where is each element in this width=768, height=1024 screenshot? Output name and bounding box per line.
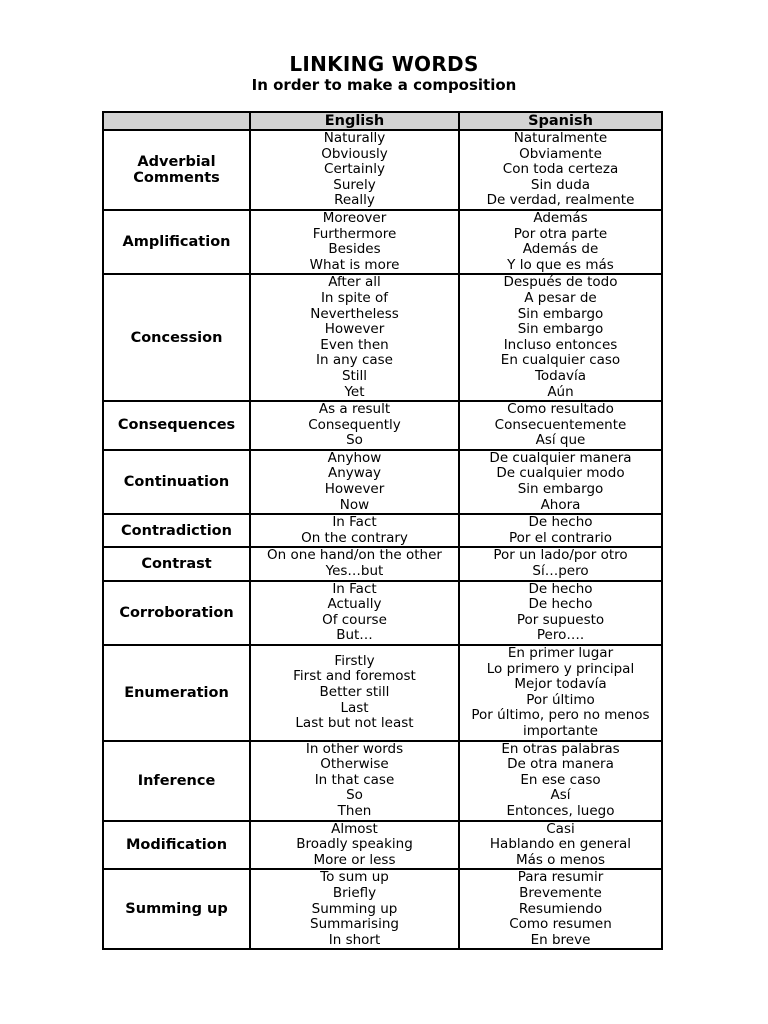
- spanish-word: Entonces, luego: [506, 802, 615, 819]
- linking-words-table: [102, 111, 663, 950]
- spanish-word: Obviamente: [519, 145, 602, 162]
- english-word: In Fact: [332, 514, 377, 531]
- header-spanish: Spanish: [459, 112, 662, 130]
- english-word: So: [346, 787, 363, 804]
- english-word: Even then: [320, 336, 389, 353]
- header-english: English: [250, 112, 459, 130]
- spanish-cell: [459, 514, 662, 547]
- category-cell: [103, 547, 250, 580]
- english-word: In other words: [305, 740, 404, 757]
- table-row: [103, 547, 662, 580]
- english-word: Besides: [328, 241, 381, 258]
- spanish-word: Mejor todavía: [514, 676, 607, 693]
- spanish-cell: [459, 401, 662, 450]
- spanish-word: Así que: [535, 432, 586, 449]
- spanish-word: Pero….: [536, 627, 585, 644]
- spanish-word: Además: [533, 209, 588, 226]
- category-label: Comments: [133, 169, 220, 186]
- spanish-word: De otra manera: [507, 756, 614, 773]
- category-label: Modification: [125, 836, 228, 853]
- table-row: [103, 210, 662, 274]
- category-label: Corroboration: [119, 604, 234, 621]
- english-word: Yes…but: [325, 563, 384, 580]
- spanish-cell: [459, 210, 662, 274]
- english-word: As a result: [318, 401, 391, 418]
- english-word: Last: [340, 699, 369, 716]
- english-word: Certainly: [324, 161, 385, 178]
- spanish-word: De cualquier modo: [496, 465, 625, 482]
- category-cell: [103, 741, 250, 821]
- english-cell: [250, 210, 459, 274]
- spanish-word: Sin embargo: [517, 481, 604, 498]
- table-row: [103, 645, 662, 741]
- english-word: Firstly: [334, 652, 375, 669]
- spanish-word: Brevemente: [519, 884, 602, 901]
- english-word: In Fact: [332, 580, 377, 597]
- english-word: Better still: [319, 683, 390, 700]
- category-cell: [103, 401, 250, 450]
- spanish-cell: [459, 645, 662, 741]
- category-cell: [103, 821, 250, 870]
- english-word: After all: [328, 274, 381, 291]
- english-word: Then: [337, 802, 372, 819]
- category-label: Enumeration: [124, 684, 229, 701]
- category-cell: [103, 274, 250, 401]
- english-word: Almost: [331, 820, 378, 837]
- spanish-cell: [459, 821, 662, 870]
- english-word: In spite of: [320, 289, 389, 306]
- category-label: Adverbial: [137, 153, 216, 170]
- english-cell: [250, 869, 459, 949]
- english-word: Surely: [333, 176, 376, 193]
- english-word: Obviously: [321, 145, 388, 162]
- english-word: Now: [339, 496, 370, 513]
- english-word: Briefly: [332, 884, 377, 901]
- table-body: [103, 130, 662, 949]
- spanish-word: Naturalmente: [513, 130, 608, 146]
- header-row: [103, 112, 662, 130]
- spanish-word: Sí…pero: [532, 563, 589, 580]
- table-row: [103, 741, 662, 821]
- spanish-word: Con toda certeza: [502, 161, 619, 178]
- english-cell: [250, 645, 459, 741]
- english-cell: [250, 274, 459, 401]
- spanish-word: En breve: [530, 931, 591, 948]
- table-row: [103, 514, 662, 547]
- spanish-word: Además de: [522, 241, 599, 258]
- spanish-word: Después de todo: [503, 274, 618, 291]
- english-word: Consequently: [308, 416, 401, 433]
- category-label: Amplification: [122, 234, 231, 251]
- english-word: Last but not least: [295, 715, 414, 732]
- category-cell: [103, 450, 250, 514]
- spanish-word: A pesar de: [524, 289, 597, 306]
- spanish-cell: [459, 547, 662, 580]
- english-cell: [250, 581, 459, 645]
- category-label: Concession: [130, 329, 223, 346]
- category-label: Contrast: [141, 556, 212, 573]
- spanish-word: De hecho: [528, 514, 593, 531]
- english-word: However: [324, 481, 385, 498]
- english-word: So: [346, 432, 363, 449]
- table-row: [103, 450, 662, 514]
- spanish-word: Resumiendo: [518, 900, 603, 917]
- category-label: Summing up: [125, 901, 228, 918]
- table-row: [103, 581, 662, 645]
- spanish-word: Para resumir: [517, 869, 604, 886]
- category-label: Continuation: [123, 474, 230, 491]
- english-word: Anyhow: [327, 449, 382, 466]
- page-title: LINKING WORDS: [289, 52, 479, 76]
- spanish-word: En primer lugar: [507, 645, 614, 661]
- english-word: What is more: [309, 256, 400, 273]
- spanish-word: Por último, pero no menos importante: [471, 707, 650, 739]
- spanish-word: En ese caso: [520, 771, 601, 788]
- category-label: Contradiction: [121, 522, 232, 539]
- english-cell: [250, 514, 459, 547]
- spanish-word: En cualquier caso: [500, 352, 621, 369]
- table-row: [103, 274, 662, 401]
- english-word: On the contrary: [301, 529, 408, 546]
- english-word: Summarising: [310, 916, 399, 933]
- category-cell: [103, 581, 250, 645]
- spanish-word: Sin duda: [530, 176, 591, 193]
- category-cell: [103, 869, 250, 949]
- header-category: [103, 112, 250, 130]
- english-word: Really: [334, 192, 375, 209]
- spanish-word: Como resumen: [509, 916, 612, 933]
- english-word: Furthermore: [312, 225, 397, 242]
- english-cell: [250, 450, 459, 514]
- english-word: Moreover: [322, 209, 387, 226]
- english-word: First and foremost: [293, 668, 416, 685]
- category-cell: [103, 210, 250, 274]
- english-word: On one hand/on the other: [267, 547, 442, 564]
- spanish-word: De hecho: [528, 580, 593, 597]
- table-row: [103, 401, 662, 450]
- spanish-cell: [459, 869, 662, 949]
- table-row: [103, 130, 662, 210]
- spanish-word: De cualquier manera: [489, 449, 632, 466]
- spanish-word: Incluso entonces: [503, 336, 618, 353]
- english-cell: [250, 401, 459, 450]
- spanish-word: Más o menos: [515, 851, 606, 868]
- spanish-cell: [459, 741, 662, 821]
- english-word: But…: [336, 627, 373, 644]
- page-subtitle: In order to make a composition: [251, 76, 517, 94]
- spanish-word: Por otra parte: [513, 225, 608, 242]
- spanish-word: Casi: [546, 820, 575, 837]
- english-word: In that case: [314, 771, 395, 788]
- english-word: In short: [328, 931, 381, 948]
- english-cell: [250, 130, 459, 210]
- spanish-word: Ahora: [540, 496, 581, 513]
- category-cell: [103, 514, 250, 547]
- english-word: Anyway: [327, 465, 382, 482]
- spanish-cell: [459, 450, 662, 514]
- spanish-word: Por supuesto: [516, 611, 605, 628]
- english-word: However: [324, 321, 385, 338]
- spanish-word: De hecho: [528, 596, 593, 613]
- english-cell: [250, 741, 459, 821]
- english-word: To sum up: [320, 869, 389, 886]
- table-row: [103, 869, 662, 949]
- spanish-cell: [459, 581, 662, 645]
- spanish-cell: [459, 274, 662, 401]
- english-word: Summing up: [311, 900, 398, 917]
- spanish-word: Por último: [526, 691, 595, 708]
- spanish-word: Sin embargo: [517, 321, 604, 338]
- category-label: Inference: [137, 772, 216, 789]
- spanish-word: En otras palabras: [501, 740, 620, 757]
- spanish-word: Así: [550, 787, 571, 804]
- english-word: Otherwise: [320, 756, 389, 773]
- spanish-word: Consecuentemente: [494, 416, 627, 433]
- category-cell: [103, 130, 250, 210]
- category-label: Consequences: [117, 417, 236, 434]
- english-word: Still: [341, 367, 368, 384]
- spanish-word: Hablando en general: [489, 836, 632, 853]
- english-word: In any case: [316, 352, 393, 369]
- english-word: Naturally: [323, 130, 386, 146]
- spanish-word: Lo primero y principal: [486, 660, 635, 677]
- english-word: More or less: [313, 851, 396, 868]
- spanish-cell: [459, 130, 662, 210]
- english-cell: [250, 821, 459, 870]
- spanish-word: Todavía: [534, 367, 587, 384]
- spanish-word: Por el contrario: [508, 529, 613, 546]
- english-word: Broadly speaking: [296, 836, 413, 853]
- spanish-word: Y lo que es más: [507, 256, 614, 273]
- spanish-word: Como resultado: [507, 401, 614, 418]
- table-row: [103, 821, 662, 870]
- category-cell: [103, 645, 250, 741]
- english-word: Of course: [322, 611, 387, 628]
- english-word: Actually: [327, 596, 382, 613]
- english-word: Nevertheless: [310, 305, 399, 322]
- english-word: Yet: [344, 383, 365, 400]
- english-cell: [250, 547, 459, 580]
- spanish-word: Por un lado/por otro: [493, 547, 628, 564]
- spanish-word: Sin embargo: [517, 305, 604, 322]
- spanish-word: Aún: [547, 383, 574, 400]
- spanish-word: De verdad, realmente: [486, 192, 635, 209]
